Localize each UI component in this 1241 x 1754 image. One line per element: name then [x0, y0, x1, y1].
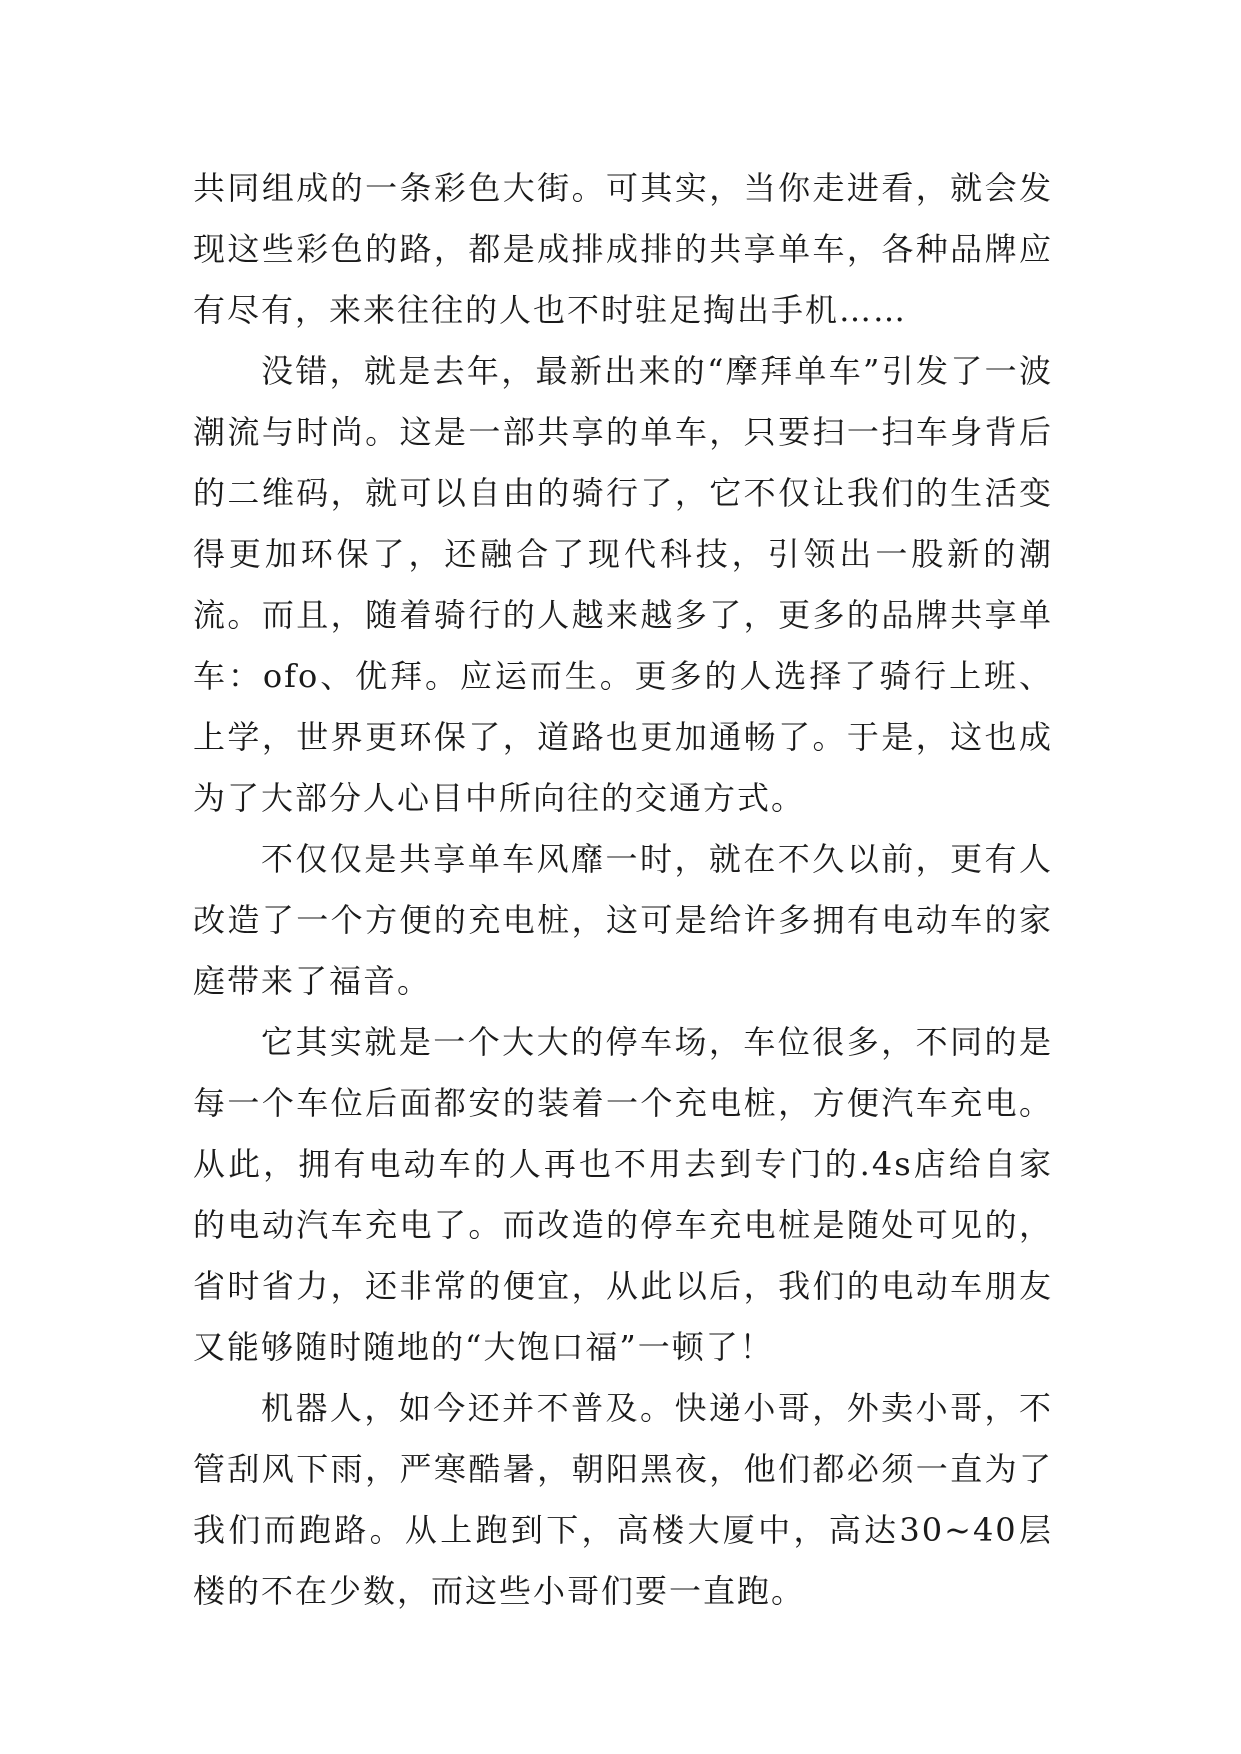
paragraph-4: 它其实就是一个大大的停车场，车位很多，不同的是每一个车位后面都安的装着一个充电桩，方便汽车充电。从此，拥有电动车的人再也不用去到专门的.4s店给自家的电动汽车充电了。而改造的停车充电桩是随处可见的，省时省力，还非常的便宜，从此以后，我们的电动车朋友又能够随时随地的“大饱口福”一顿了！	[193, 1023, 1053, 1366]
paragraph-1: 共同组成的一条彩色大街。可其实，当你走进看，就会发现这些彩色的路，都是成排成排的共享单车，各种品牌应有尽有，来来往往的人也不时驻足掏出手机……	[193, 169, 1053, 329]
document-body	[193, 158, 1053, 1622]
paragraph-2: 没错，就是去年，最新出来的“摩拜单车”引发了一波潮流与时尚。这是一部共享的单车，只要扫一扫车身背后的二维码，就可以自由的骑行了，它不仅让我们的生活变得更加环保了，还融合了现代科技，引领出一股新的潮流。而且，随着骑行的人越来越多了，更多的品牌共享单车：ofo、优拜。应运而生。更多的人选择了骑行上班、上学，世界更环保了，道路也更加通畅了。于是，这也成为了大部分人心目中所向往的交通方式。	[193, 352, 1053, 817]
paragraph-3: 不仅仅是共享单车风靡一时，就在不久以前，更有人改造了一个方便的充电桩，这可是给许多拥有电动车的家庭带来了福音。	[193, 840, 1053, 1000]
paragraph-5: 机器人，如今还并不普及。快递小哥，外卖小哥，不管刮风下雨，严寒酷暑，朝阳黑夜，他们都必须一直为了我们而跑路。从上跑到下，高楼大厦中，高达30~40层楼的不在少数，而这些小哥们要一直跑。	[193, 1389, 1053, 1610]
